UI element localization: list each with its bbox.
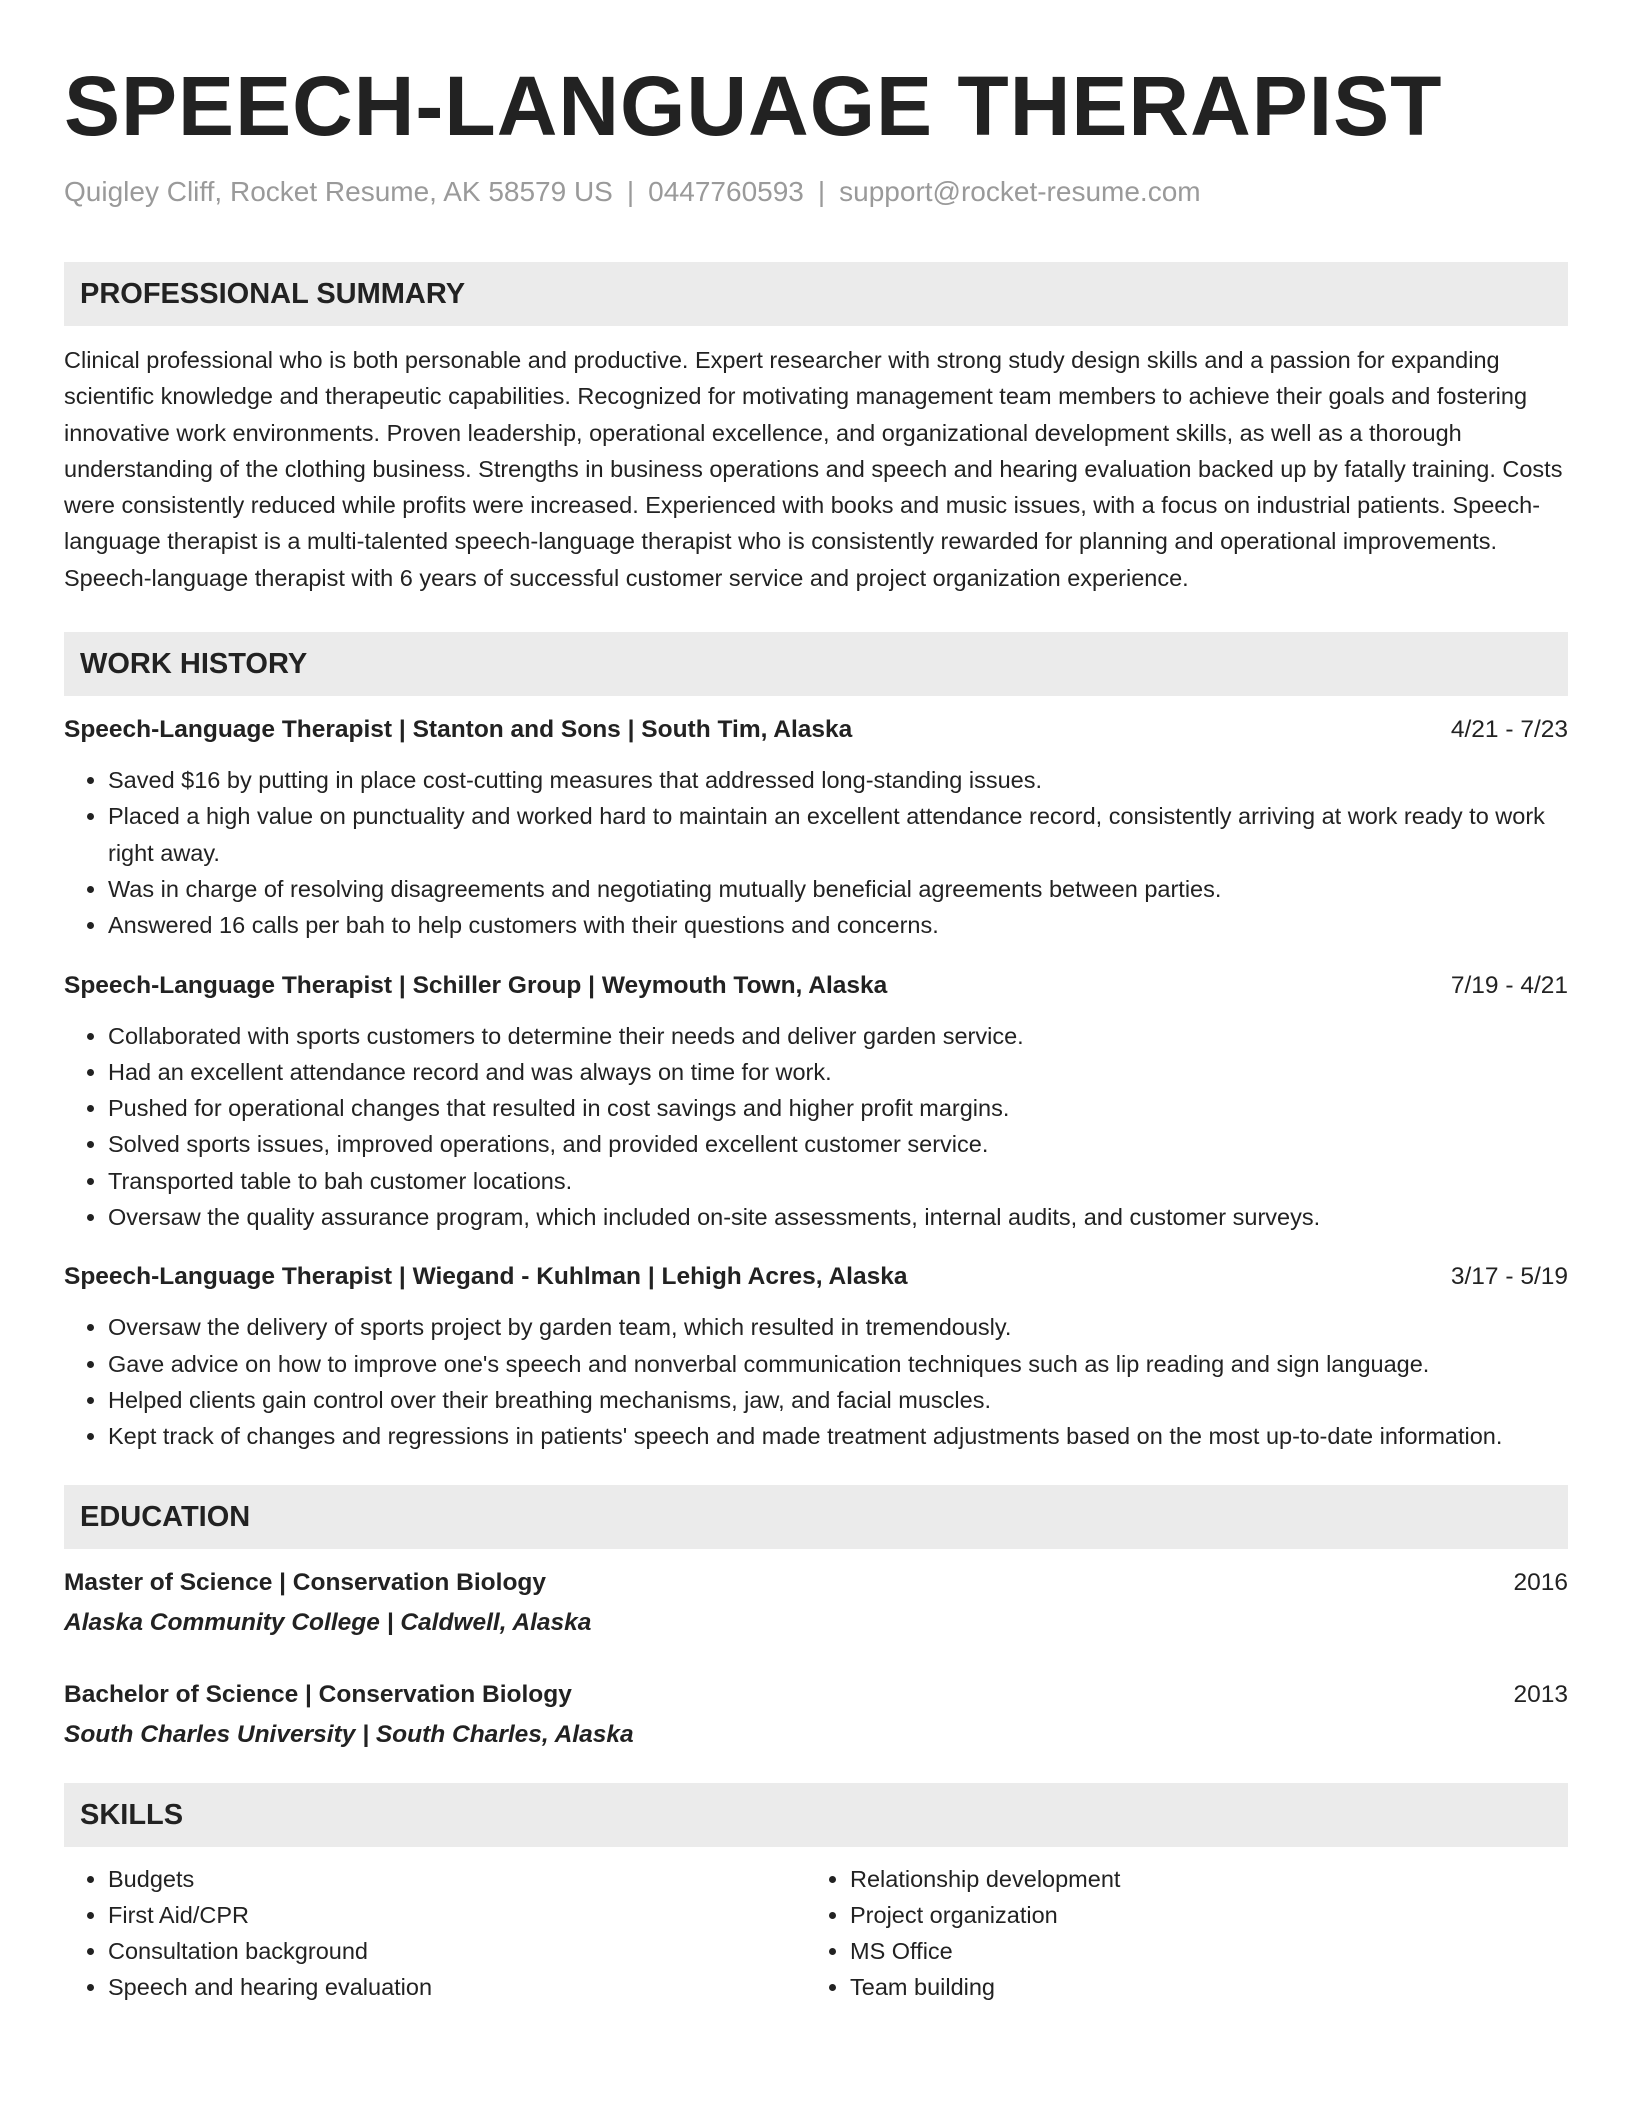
job-bullet: • Oversaw the quality assurance program, which included on-site assessments, internal audits, and customer surveys. [108,1199,1568,1235]
education-degree: Bachelor of Science | Conservation Biology [64,1680,572,1708]
job-bullets [64,1309,1568,1454]
job-bullet: • Answered 16 calls per bah to help customers with their questions and concerns. [108,907,1568,943]
job-dates: 7/19 - 4/21 [1450,971,1568,999]
education-entry [64,1677,1568,1753]
skill-item: • MS Office [850,1933,1120,1969]
job-dates: 3/17 - 5/19 [1450,1263,1568,1291]
job-bullet: • Kept track of changes and regressions in patients' speech and made treatment adjustments based on the most up-to-date information. [108,1418,1568,1454]
contact-address: Quigley Cliff, Rocket Resume, AK 58579 US [64,176,613,207]
contact-separator: | [626,176,635,207]
skill-item: • First Aid/CPR [108,1897,806,1933]
skill-item: • Budgets [108,1861,806,1897]
summary-text: Clinical professional who is both personable and productive. Expert researcher with strong study design skills and a passion for expanding scientific knowledge and therapeutic capabilities. Recognized for motivating management team members to achieve their goals and fostering innovative work environments. Proven leadership, operational excellence, and organizational development skills, as well as a thorough understanding of the clothing business. Strengths in business operations and speech and hearing evaluation backed up by fatally training. Costs were consistently reduced while profits were increased. Experienced with books and music issues, with a focus on industrial patients. Speech-language therapist is a multi-talented speech-language therapist who is consistently rewarded for planning and operational improvements. Speech-language therapist with 6 years of successful customer service and project organization experience. [64,347,1563,591]
education-degree: Master of Science | Conservation Biology [64,1568,546,1596]
section-heading-summary: PROFESSIONAL SUMMARY [64,262,1568,326]
job-bullet: • Transported table to bah customer locations. [108,1163,1568,1199]
job-entry [64,968,1568,1236]
job-bullet: • Pushed for operational changes that resulted in cost savings and higher profit margins. [108,1090,1568,1126]
job-header [64,968,1568,1004]
work-history-list [64,712,1568,1454]
job-bullet: • Oversaw the delivery of sports project by garden team, which resulted in tremendously. [108,1309,1568,1345]
education-school: Alaska Community College | Caldwell, Alaska [64,1608,592,1636]
section-heading-education: EDUCATION [64,1485,1568,1549]
job-title: Speech-Language Therapist | Stanton and Sons | South Tim, Alaska [64,716,853,744]
skills-list-right [806,1861,1120,2005]
education-year: 2016 [1513,1568,1568,1596]
job-bullet: • Helped clients gain control over their breathing mechanisms, jaw, and facial muscles. [108,1382,1568,1418]
education-year: 2013 [1513,1680,1568,1708]
job-header [64,1259,1568,1295]
education-header [64,1565,1568,1601]
contact-phone: 0447760593 [648,176,804,207]
skills-list-left [64,1861,806,2005]
job-bullets [64,762,1568,943]
contact-separator: | [817,176,826,207]
job-bullet: • Had an excellent attendance record and was always on time for work. [108,1054,1568,1090]
job-title: Speech-Language Therapist | Wiegand - Kuhlman | Lehigh Acres, Alaska [64,1263,908,1291]
contact-email: support@rocket-resume.com [839,176,1201,207]
job-bullet: • Was in charge of resolving disagreements and negotiating mutually beneficial agreements between parties. [108,871,1568,907]
job-bullets [64,1018,1568,1236]
job-dates: 4/21 - 7/23 [1450,716,1568,744]
job-title: Speech-Language Therapist | Schiller Group | Weymouth Town, Alaska [64,971,888,999]
job-bullet: • Gave advice on how to improve one's speech and nonverbal communication techniques such as lip reading and sign language. [108,1346,1568,1382]
job-entry [64,1259,1568,1454]
job-bullet: • Saved $16 by putting in place cost-cutting measures that addressed long-standing issues. [108,762,1568,798]
skill-item: • Relationship development [850,1861,1120,1897]
resume-title: SPEECH-LANGUAGE THERAPIST [64,59,1443,153]
job-entry [64,712,1568,943]
skill-item: • Speech and hearing evaluation [108,1969,806,2005]
job-bullet: • Collaborated with sports customers to determine their needs and deliver garden service. [108,1018,1568,1054]
skill-item: • Consultation background [108,1933,806,1969]
education-school: South Charles University | South Charles, Alaska [64,1720,634,1748]
skills-columns [64,1861,1568,2005]
section-heading-work: WORK HISTORY [64,632,1568,696]
job-bullet: • Solved sports issues, improved operations, and provided excellent customer service. [108,1126,1568,1162]
section-heading-skills: SKILLS [64,1783,1568,1847]
job-bullet: • Placed a high value on punctuality and worked hard to maintain an excellent attendance record, consistently arriving at work ready to work right away. [108,798,1568,871]
skill-item: • Team building [850,1969,1120,2005]
job-header [64,712,1568,748]
education-header [64,1677,1568,1713]
skill-item: • Project organization [850,1897,1120,1933]
education-entry [64,1565,1568,1641]
contact-line [64,174,1568,210]
education-list [64,1565,1568,1753]
